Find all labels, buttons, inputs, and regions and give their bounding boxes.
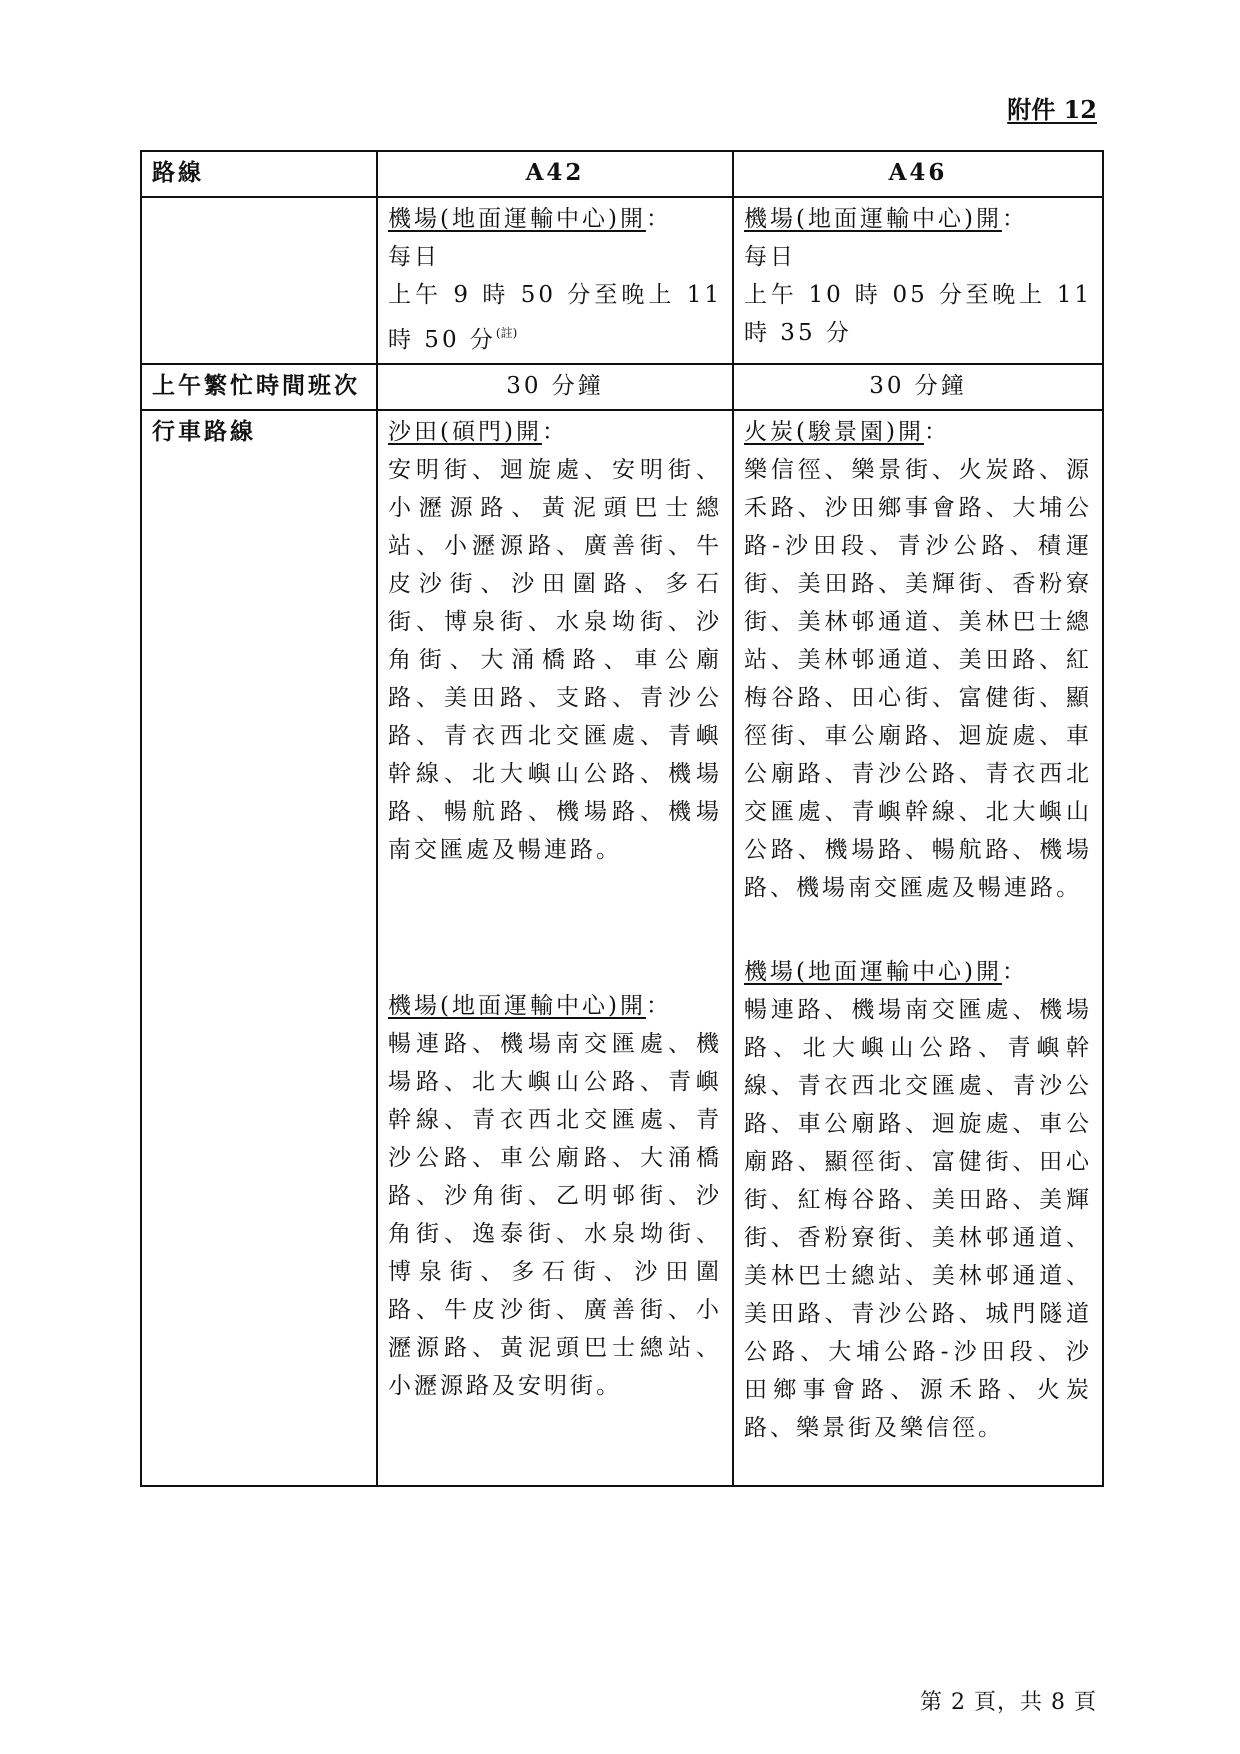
service-a42-days: 每日 <box>388 244 440 270</box>
route-a46-cell <box>733 410 1103 1486</box>
route-a42-inbound-colon: ： <box>645 993 672 1019</box>
route-a42-cell <box>377 410 733 1486</box>
route-a42-outbound-route: 安明街、迴旋處、安明街、小瀝源路、黃泥頭巴士總站、小瀝源路、廣善街、牛皮沙街、沙田圍路、多石街、博泉街、水泉坳街、沙角街、大涌橋路、車公廟路、美田路、支路、青沙公路、青衣西北交匯處、青嶼幹線、北大嶼山公路、機場路、暢航路、機場路、機場南交匯處及暢連路。 <box>388 457 722 863</box>
table-header-row <box>141 151 1103 197</box>
header-a42-cell: A42 <box>377 151 733 197</box>
service-a46-origin: 機場(地面運輸中心)開 <box>744 206 1002 232</box>
peak-frequency-row <box>141 364 1103 410</box>
service-a46-hours: 上午 10 時 05 分至晚上 11 時 35 分 <box>744 282 1092 346</box>
service-a42-origin: 機場(地面運輸中心)開 <box>388 206 646 232</box>
route-a46-inbound-colon: ： <box>1001 959 1028 985</box>
service-label-cell <box>141 197 377 364</box>
service-a46-days: 每日 <box>744 244 796 270</box>
service-a46-cell <box>733 197 1103 364</box>
service-a46-colon: ： <box>1001 206 1028 232</box>
route-a46-outbound-route: 樂信徑、樂景街、火炭路、源禾路、沙田鄉事會路、大埔公路-沙田段、青沙公路、積運街、美田路、美輝街、香粉寮街、美林邨通道、美林巴士總站、美林邨通道、美田路、紅梅谷路、田心街、富健街、顯徑街、車公廟路、迴旋處、車公廟路、青沙公路、青衣西北交匯處、青嶼幹線、北大嶼山公路、機場路、暢航路、機場路、機場南交匯處及暢連路。 <box>744 457 1092 901</box>
route-a42-inbound-route: 暢連路、機場南交匯處、機場路、北大嶼山公路、青嶼幹線、青衣西北交匯處、青沙公路、車公廟路、大涌橋路、沙角街、乙明邨街、沙角街、逸泰街、水泉坳街、博泉街、多石街、沙田圍路、牛皮沙街、廣善街、小瀝源路、黃泥頭巴士總站、小瀝源路及安明街。 <box>388 1031 722 1399</box>
service-hours-row <box>141 197 1103 364</box>
peak-a46-cell: 30 分鐘 <box>733 364 1103 410</box>
route-a42-outbound-origin: 沙田(碩門)開 <box>388 419 542 445</box>
route-a42-outbound-colon: ： <box>541 419 568 445</box>
page-footer: 第 2 頁，共 8 頁 <box>920 1690 1097 1715</box>
service-a42-cell <box>377 197 733 364</box>
service-a42-colon: ： <box>645 206 672 232</box>
route-table <box>140 150 1104 1487</box>
route-row <box>141 410 1103 1486</box>
route-a42-spacer <box>388 869 722 987</box>
route-a46-inbound-route: 暢連路、機場南交匯處、機場路、北大嶼山公路、青嶼幹線、青衣西北交匯處、青沙公路、車公廟路、迴旋處、車公廟路、顯徑街、富健街、田心街、紅梅谷路、美田路、美輝街、香粉寮街、美林邨通道、美林巴士總站、美林邨通道、美田路、青沙公路、城門隧道公路、大埔公路-沙田段、沙田鄉事會路、源禾路、火炭路、樂景街及樂信徑。 <box>744 997 1092 1441</box>
route-label-cell: 行車路線 <box>141 410 377 1486</box>
route-a42-inbound-origin: 機場(地面運輸中心)開 <box>388 993 646 1019</box>
service-a42-note: (註) <box>495 326 518 340</box>
service-a42-hours-wrap <box>388 276 722 359</box>
route-a46-bottom-space <box>744 1447 1092 1481</box>
header-label-cell: 路線 <box>141 151 377 197</box>
peak-label-cell: 上午繁忙時間班次 <box>141 364 377 410</box>
annex-label: 附件 12 <box>1007 95 1097 124</box>
route-a46-spacer <box>744 907 1092 953</box>
route-a46-inbound-origin: 機場(地面運輸中心)開 <box>744 959 1002 985</box>
service-a42-hours: 上午 9 時 50 分至晚上 11 時 50 分 <box>388 282 722 353</box>
route-a46-outbound-origin: 火炭(駿景園)開 <box>744 419 924 445</box>
peak-a42-cell: 30 分鐘 <box>377 364 733 410</box>
header-a46-cell: A46 <box>733 151 1103 197</box>
route-a46-outbound-colon: ： <box>923 419 950 445</box>
